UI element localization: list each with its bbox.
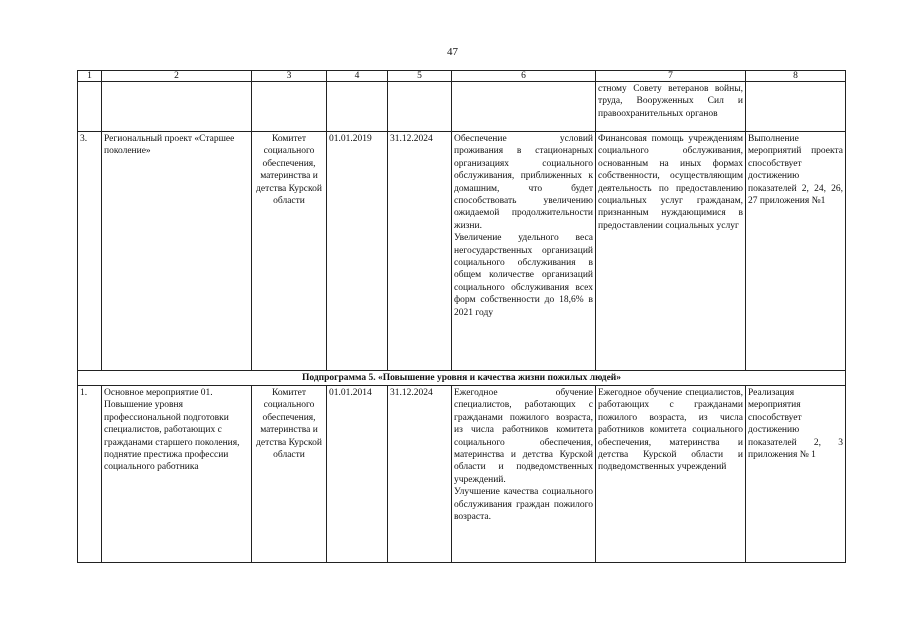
row-end-date: 31.12.2024 xyxy=(388,386,452,563)
cell-empty xyxy=(78,82,102,132)
column-number: 5 xyxy=(388,71,452,82)
continuation-row xyxy=(78,82,846,132)
row-measures: Финансовая помощь учреждениям социального обслуживания, основанным на иных формах собственности, осуществляющим деятельность по предоставлению социальных услуг гражданам, признанным нуждающимися в предоставлении социальных услуг xyxy=(596,132,746,371)
cell-empty xyxy=(252,82,327,132)
subprogram-header-row xyxy=(78,371,846,386)
cell-empty xyxy=(452,82,596,132)
row-indicators: Реализация мероприятия способствует достижению показателей 2, 3 приложения № 1 xyxy=(746,386,846,563)
result-text: Ежегодное обучение специалистов, работающих с гражданами пожилого возраста, из числа работников комитета социального обеспечения, материнства и детства Курской области и подведомственных учреждений. xyxy=(454,388,593,485)
row-expected-result xyxy=(452,386,596,563)
cell-empty xyxy=(102,82,252,132)
result-text: Улучшение качества социального обслуживания граждан пожилого возраста. xyxy=(454,487,593,523)
row-executor: Комитет социального обеспечения, материнства и детства Курской области xyxy=(252,386,327,563)
table-row-main-measure xyxy=(78,386,846,563)
column-number: 3 xyxy=(252,71,327,82)
column-number: 1 xyxy=(78,71,102,82)
subprogram-title: Подпрограмма 5. «Повышение уровня и качества жизни пожилых людей» xyxy=(78,371,846,386)
cell-empty xyxy=(746,82,846,132)
row-indicators: Выполнение мероприятий проекта способствует достижению показателей 2, 24, 26, 27 приложения №1 xyxy=(746,132,846,371)
column-number: 8 xyxy=(746,71,846,82)
result-text: Увеличение удельного веса негосударственных организаций социального обслуживания в общем количестве организаций социального обслуживания всех форм собственности до 18,6% в 2021 году xyxy=(454,233,593,318)
table-row-regional-project xyxy=(78,132,846,371)
row-number: 3. xyxy=(78,132,102,371)
continuation-measures-text: стному Совету ветеранов войны, труда, Вооруженных Сил и правоохранительных органов xyxy=(596,82,746,132)
column-number: 7 xyxy=(596,71,746,82)
row-expected-result xyxy=(452,132,596,371)
row-start-date: 01.01.2019 xyxy=(327,132,388,371)
page-number: 47 xyxy=(447,46,458,58)
row-measures: Ежегодное обучение специалистов, работающих с гражданами пожилого возраста, из числа работников комитета социального обеспечения, материнства и детства Курской области и подведомственных учреждений xyxy=(596,386,746,563)
cell-empty xyxy=(327,82,388,132)
row-name: Региональный проект «Старшее поколение» xyxy=(102,132,252,371)
row-executor: Комитет социального обеспечения, материнства и детства Курской области xyxy=(252,132,327,371)
row-start-date: 01.01.2014 xyxy=(327,386,388,563)
column-number: 4 xyxy=(327,71,388,82)
cell-empty xyxy=(388,82,452,132)
row-end-date: 31.12.2024 xyxy=(388,132,452,371)
row-number: 1. xyxy=(78,386,102,563)
row-name: Основное мероприятие 01. Повышение уровня профессиональной подготовки специалистов, работающих с гражданами старшего поколения, поднятие престижа профессии социального работника xyxy=(102,386,252,563)
column-number-row xyxy=(78,71,846,82)
program-table xyxy=(77,70,846,563)
column-number: 6 xyxy=(452,71,596,82)
column-number: 2 xyxy=(102,71,252,82)
result-text: Обеспечение условий проживания в стационарных организациях социального обслуживания, приближенных к домашним, что будет способствовать увеличению ожидаемой продолжительности жизни. xyxy=(454,134,593,231)
